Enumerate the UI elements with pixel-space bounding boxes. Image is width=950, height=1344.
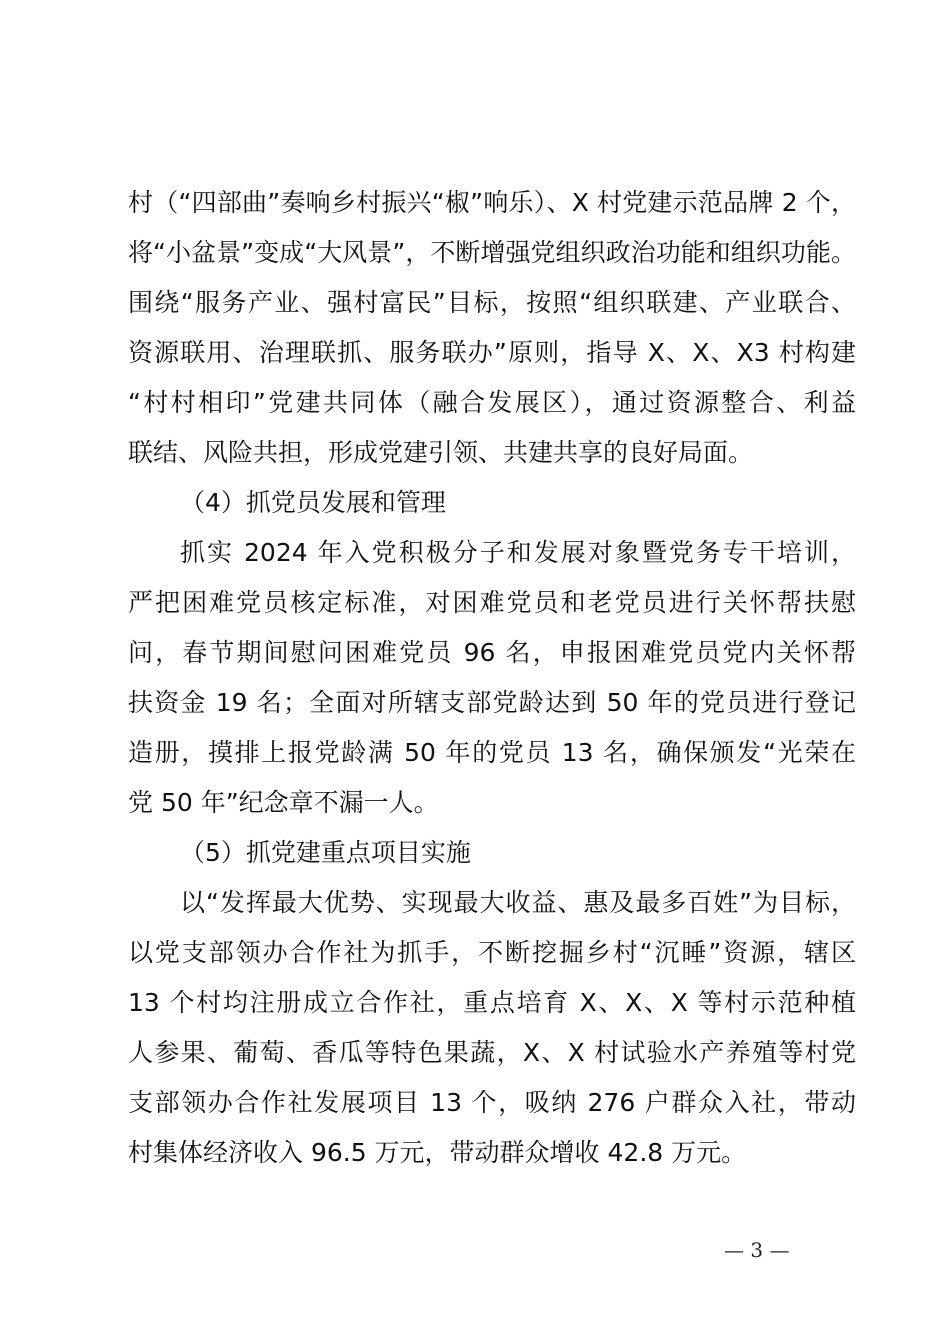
text-line: 扶资金 19 名；全面对所辖支部党龄达到 50 年的党员进行登记 [128,688,856,717]
text-line: 抓实 2024 年入党积极分子和发展对象暨党务专干培训， [180,538,856,567]
text-line: 问，春节期间慰问困难党员 96 名，申报困难党员党内关怀帮 [128,638,856,667]
text-line: 联结、风险共担，形成党建引领、共建共享的良好局面。 [128,438,754,467]
paragraph-village-brands [128,178,856,478]
text-line: 13 个村均注册成立合作社，重点培育 X、X、X 等村示范种植 [128,988,856,1017]
paragraph-party-member-management [128,528,856,828]
text-line: 人参果、葡萄、香瓜等特色果蔬，X、X 村试验水产养殖等村党 [128,1038,856,1067]
text-line: 资源联用、治理联抓、服务联办”原则，指导 X、X、X3 村构建 [128,338,856,367]
text-line: 将“小盆景”变成“大风景”，不断增强党组织政治功能和组织功能。 [128,238,856,267]
text-line: 村集体经济收入 96.5 万元，带动群众增收 42.8 万元。 [128,1138,747,1167]
section-heading-party-member-development: （4）抓党员发展和管理 [180,488,446,517]
page-number: — 3 — [724,1238,790,1262]
document-body [128,178,856,1178]
text-line: “村村相印”党建共同体（融合发展区），通过资源整合、利益 [128,388,856,417]
text-line: 党 50 年”纪念章不漏一人。 [128,788,439,817]
paragraph-key-projects [128,878,856,1178]
text-line: 以党支部领办合作社为抓手，不断挖掘乡村“沉睡”资源，辖区 [128,938,856,967]
text-line: 以“发挥最大优势、实现最大收益、惠及最多百姓”为目标， [180,888,856,917]
text-line: 围绕“服务产业、强村富民”目标，按照“组织联建、产业联合、 [128,288,856,317]
text-line: 造册，摸排上报党龄满 50 年的党员 13 名，确保颁发“光荣在 [128,738,856,767]
section-heading-key-projects: （5）抓党建重点项目实施 [180,838,471,867]
text-line: 村（“四部曲”奏响乡村振兴“椒”响乐）、X 村党建示范品牌 2 个， [128,188,856,217]
text-line: 严把困难党员核定标准，对困难党员和老党员进行关怀帮扶慰 [128,588,856,617]
text-line: 支部领办合作社发展项目 13 个，吸纳 276 户群众入社，带动 [128,1088,856,1117]
